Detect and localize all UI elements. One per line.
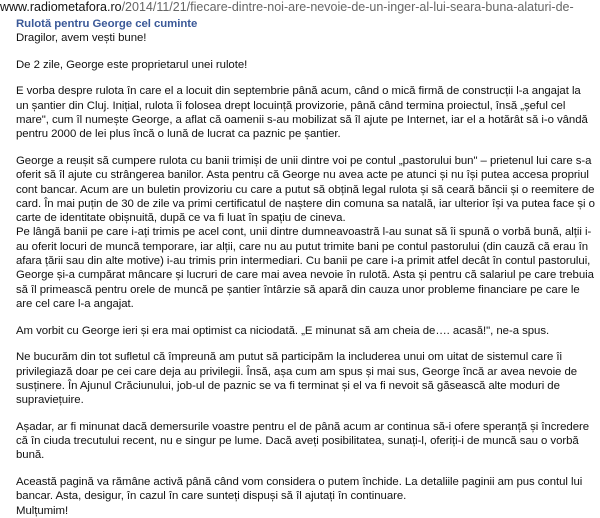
announcement-paragraph: De 2 zile, George este proprietarul unei rulote!: [16, 58, 248, 71]
purchase-paragraph: George a reușit să cumpere rulota cu banii trimiși de unii dintre voi pe contul „pastorului bun" – prietenul lui care s-a oferit să îl ajute cu strângerea banilor. Asta pentru că George nu avea acte pe atunci și nu își putea accesa propriul cont bancar. Acum are un buletin provizoriu cu care a putut să obțină legal rulota și să ceară băncii și o reemitere de card. În mai puțin de 30 de zile va primi certificatul de naștere din comuna sa natală, iar ulterior își va putea face și o carte de identitate obișnuită, după ce va fi luat în spațiu de cineva.: [16, 154, 595, 225]
quote-paragraph: Am vorbit cu George ieri și era mai optimist ca niciodată. „E minunat să am cheia de…. acasă!", ne-a spus.: [16, 324, 550, 337]
address-bar[interactable]: [0, 0, 600, 15]
post-title: Rulotă pentru George cel cuminte: [16, 18, 198, 30]
donations-paragraph: Pe lângă banii pe care i-ați trimis pe acel cont, unii dintre dumneavoastră l-au sunat să îi spună o vorbă bună, alții i-au oferit locuri de muncă temporare, iar alții, care nu au putut trimite bani pe contul pastorului (din cauză că erau în afara țării sau din alte motive) i-au trimis prin intermediari. Cu banii pe care i-a primit atfel decât în contul pastorului, George și-a cumpărat mâncare și lucruri de care mai avea nevoie în rulotă. Asta și pentru că salariul pe care trebuia să îl primească pentru orele de muncă pe șantier întârzie să apară din cauza unor probleme financiare pe care le are cel care l-a angajat.: [16, 226, 594, 310]
thanks-paragraph: Mulțumim!: [16, 504, 69, 517]
address-bar-path: /2014/11/21/fiecare-dintre-noi-are-nevoie-de-un-inger-al-lui-seara-buna-alaturi-de-: [121, 0, 574, 14]
appeal-paragraph: Așadar, ar fi minunat dacă demersurile voastre pentru el de până acum ar continua să-i ofere speranță și încredere că în ciuda trecutului recent, nu e singur pe lume. Dacă aveți posibilitatea, sunați-l, oferiți-i de muncă sau o vorbă bună.: [16, 420, 590, 462]
gratitude-paragraph: Ne bucurăm din tot sufletul că împreună am putut să participăm la includerea unui om uitat de sistemul care îi privilegiază doar pe cei care deja au privilegii. Însă, așa cum am spus și mai sus, George încă ar avea nevoie de susținere. În Ajunul Crăciunului, job-ul de paznic se va fi terminat și el va fi nevoit să găsească alte moduri de supraviețuire.: [16, 351, 578, 407]
page-status-paragraph: Această pagină va rămâne activă până când vom considera o putem închide. La detaliile paginii am pus contul lui bancar. Asta, desigur, în cazul în care sunteți dispuși să îl ajutați în continuare.: [16, 476, 583, 503]
post: [16, 17, 596, 518]
greeting-paragraph: Dragilor, avem vești bune!: [16, 32, 147, 44]
trailer-story-paragraph: E vorba despre rulota în care el a locuit din septembrie până acum, când o mică firmă de construcții l-a angajat la un șantier din Cluj. Inițial, rulota îi folosea drept locuință provizorie, până când termina proiectul, însă „șeful cel mare", cum îl numește George, a aflat că oamenii s-au mobilizat să îl ajute pe Internet, iar el a hotărât să i-o vândă pentru 2000 de lei plus încă o lună de lucrat ca paznic pe șantier.: [16, 85, 588, 141]
address-bar-domain: www.radiometafora.ro: [0, 0, 122, 14]
post-body: [16, 31, 596, 518]
